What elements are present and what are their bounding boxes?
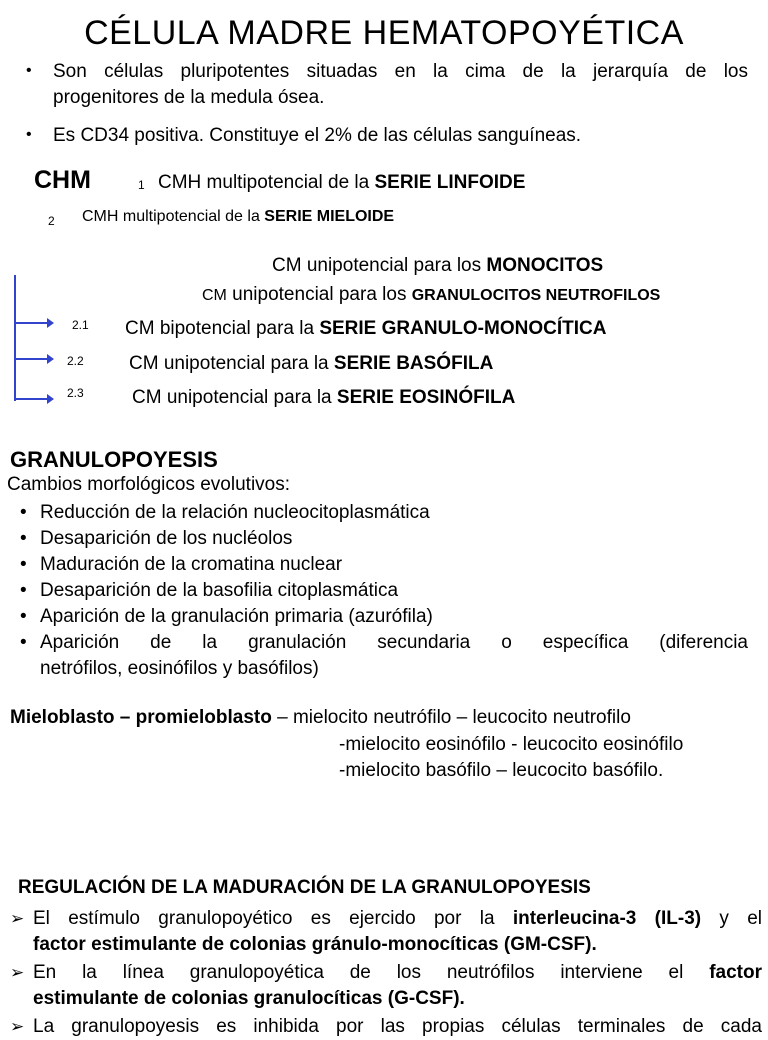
list-item: • Aparición de la granulación secundaria o específica (diferencia [20, 632, 748, 653]
chm-line-neutrofilos: CM unipotencial para los GRANULOCITOS NEUTROFILOS [202, 284, 661, 305]
regulacion-item-2: ➢ En la línea granulopoyética de los neutrófilos interviene el factor estimulante de colonias granulocíticas (G-CSF). [10, 962, 762, 1009]
chevron-right-icon: ➢ [10, 963, 25, 982]
list-item: • Desaparición de la basofilia citoplasmática [20, 580, 399, 601]
chevron-right-icon: ➢ [10, 909, 25, 928]
list-item: • Maduración de la cromatina nuclear [20, 554, 343, 575]
intro-bullet-1-line1: Son células pluripotentes situadas en la cima de la jerarquía de los [53, 61, 748, 82]
regulacion-item-3: ➢ La granulopoyesis es inhibida por las propias células terminales de cada [10, 1014, 762, 1040]
maturation-sequence-line3: -mielocito basófilo – leucocito basófilo. [339, 760, 664, 781]
list-item: • Aparición de la granulación primaria (azurófila) [20, 606, 433, 627]
chm-label: CHM [34, 166, 91, 194]
bullet-marker: • [26, 126, 32, 143]
list-item: • Reducción de la relación nucleocitoplasmática [20, 502, 430, 523]
maturation-sequence-line2: -mielocito eosinófilo - leucocito eosinófilo [339, 734, 684, 755]
regulacion-heading: REGULACIÓN DE LA MADURACIÓN DE LA GRANULOPOYESIS [18, 877, 591, 898]
chm-line-linfoide: CMH multipotencial de la SERIE LINFOIDE [158, 172, 526, 193]
arrow-right-icon [14, 358, 48, 360]
regulacion-item-1: ➢ El estímulo granulopoyético es ejercido por la interleucina-3 (IL-3) y el factor estimulante de colonias gránulo-monocíticas (GM-CSF). [10, 908, 763, 955]
bullet-marker: • [26, 62, 32, 79]
chm-number-2-1: 2.1 [72, 318, 89, 332]
chm-line-granulo-monocitica: CM bipotencial para la SERIE GRANULO-MONOCÍTICA [125, 318, 607, 339]
intro-bullet-2: Es CD34 positiva. Constituye el 2% de las células sanguíneas. [53, 125, 582, 146]
list-item-continuation: netrófilos, eosinófilos y basófilos) [40, 658, 319, 679]
chm-line-eosinofila: CM unipotencial para la SERIE EOSINÓFILA [132, 387, 516, 408]
maturation-sequence-line1: Mieloblasto – promieloblasto – mielocito neutrófilo – leucocito neutrofilo [10, 707, 631, 728]
branch-line [14, 275, 16, 401]
chm-number-2: 2 [48, 214, 55, 228]
chm-number-2-2: 2.2 [67, 354, 84, 368]
granulopoyesis-heading: GRANULOPOYESIS [10, 447, 218, 472]
granulopoyesis-subheading: Cambios morfológicos evolutivos: [7, 474, 291, 495]
page-title: CÉLULA MADRE HEMATOPOYÉTICA [84, 14, 684, 52]
list-item: • Desaparición de los nucléolos [20, 528, 293, 549]
chm-line-monocitos: CM unipotencial para los MONOCITOS [272, 255, 604, 276]
chevron-right-icon: ➢ [10, 1017, 25, 1036]
chm-number-1: 1 [138, 178, 145, 192]
intro-bullet-1-line2: progenitores de la medula ósea. [53, 87, 325, 108]
chm-line-mieloide: CMH multipotencial de la SERIE MIELOIDE [82, 208, 395, 225]
chm-line-basofila: CM unipotencial para la SERIE BASÓFILA [129, 353, 494, 374]
arrow-right-icon [14, 322, 48, 324]
arrow-right-icon [14, 398, 48, 400]
chm-number-2-3: 2.3 [67, 386, 84, 400]
